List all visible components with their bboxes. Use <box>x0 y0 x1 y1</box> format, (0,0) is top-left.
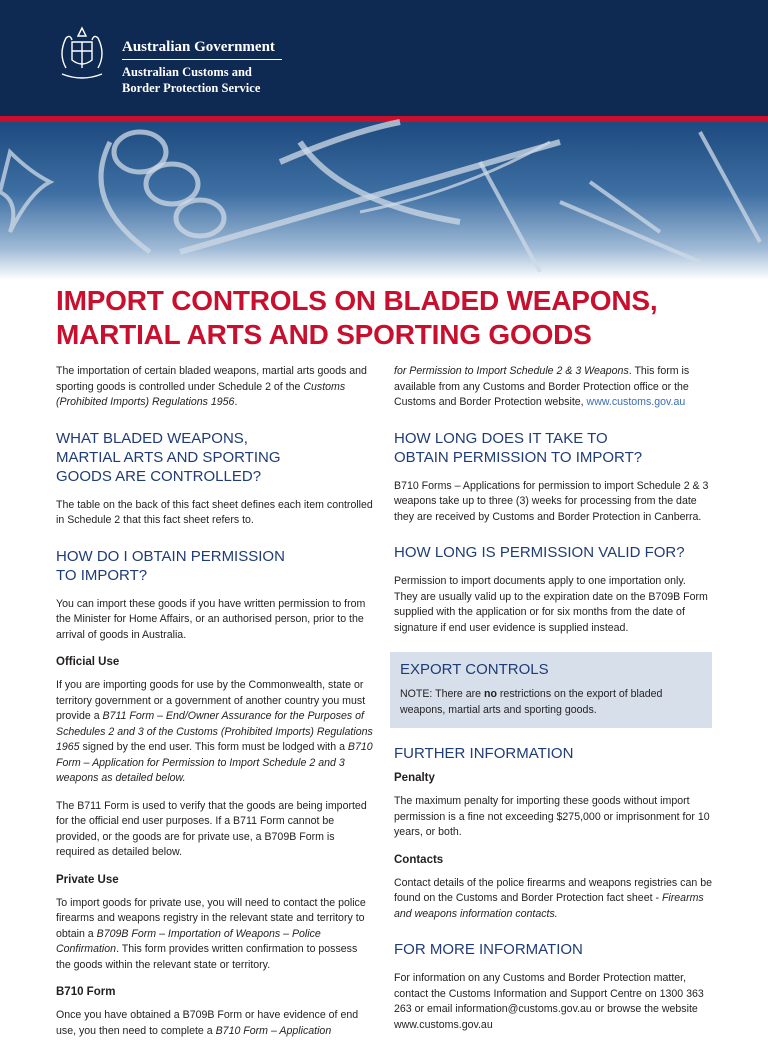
b710-form-title-cont: for Permission to Import Schedule 2 & 3 Weapons <box>394 365 629 377</box>
contacts-fact-sheet-name: Firearms and weapons information contacts. <box>394 892 704 920</box>
intro-paragraph <box>56 364 374 411</box>
heading-how-long: HOW LONG DOES IT TAKE TO OBTAIN PERMISSION TO IMPORT? <box>394 429 643 466</box>
department-name-line1: Australian Customs and <box>122 65 252 79</box>
government-title: Australian Government <box>122 39 275 55</box>
contacts-text-a: Contact details of the police firearms and weapons registries can be found on the Customs and Border Protection fact sheet - <box>394 876 712 904</box>
heading-export-controls: EXPORT CONTROLS <box>400 661 549 678</box>
b710-form-name-continued: B710 Form – Application <box>215 1024 332 1037</box>
left-column <box>56 364 374 1051</box>
title-line-2: MARTIAL ARTS AND SPORTING GOODS <box>56 319 592 350</box>
heading-official-use: Official Use <box>56 656 120 668</box>
penalty-body: The maximum penalty for importing these goods without import permission is a fine not exceeding $275,000 or imprisonment for 10 years, or both. <box>394 795 710 838</box>
what-controlled-body: The table on the back of this fact sheet defines each item controlled in Schedule 2 that this fact sheet refers to. <box>56 498 373 526</box>
heading-b710-form: B710 Form <box>56 986 116 998</box>
intro-end: . <box>234 396 238 408</box>
more-info-body: For information on any Customs and Border Protection matter, contact the Customs Information and Support Centre on 1300 363 263 or email information@customs.gov.au or browse the website www.customs.gov.au <box>394 972 704 1031</box>
official-text-c: signed by the end user. This form must be lodged with a <box>79 741 348 753</box>
heading-what-controlled: WHAT BLADED WEAPONS, MARTIAL ARTS AND SPORTING GOODS ARE CONTROLLED? <box>56 429 281 485</box>
heading-private-use: Private Use <box>56 873 119 886</box>
regulation-name: Customs (Prohibited Imports) Regulations 1956 <box>56 380 346 408</box>
heading-valid-for: HOW LONG IS PERMISSION VALID FOR? <box>394 544 685 561</box>
private-text-c: . This form provides written confirmation to possess the goods within the relevant state or territory. <box>56 943 358 971</box>
b711-form-name: B711 Form – End/Owner Assurance for the Purposes of Schedules 2 and 3 of the Customs (Prohibited Imports) Regulations 1965 <box>56 710 373 753</box>
right-column <box>394 364 712 1045</box>
b710-text-a: Once you have obtained a B709B Form or have evidence of end use, you then need to complete a <box>56 1009 359 1037</box>
government-branding <box>122 38 282 96</box>
private-use-body <box>56 896 374 974</box>
valid-for-body: Permission to import documents apply to one importation only. They are usually valid up to the expiration date on the B709B Form supplied with the application or for six months from the date of signature if end user evidence is supplied instead. <box>394 575 708 634</box>
department-name-line2: Border Protection Service <box>122 81 261 95</box>
how-long-body: B710 Forms – Applications for permission to import Schedule 2 & 3 weapons take up to three (3) weeks for processing from the date they are received by Customs and Border Protection in Canberra. <box>394 479 709 523</box>
branding-divider <box>122 59 282 60</box>
heading-penalty: Penalty <box>394 772 435 784</box>
heading-how-obtain: HOW DO I OBTAIN PERMISSION TO IMPORT? <box>56 547 285 584</box>
export-no-emphasis: no <box>484 688 497 700</box>
heading-more-info: FOR MORE INFORMATION <box>394 941 583 958</box>
b710-continued-body <box>394 364 712 411</box>
b709b-form-name: B709B Form – Importation of Weapons – Police Confirmation <box>56 927 321 955</box>
b710-cont-text: . This form is available from any Customs and Border Protection office or the Customs and Border Protection website, <box>394 365 690 408</box>
official-text-a: If you are importing goods for use by the Commonwealth, state or territory government or a government of another country you must provide a <box>56 679 366 722</box>
weapons-banner-image <box>0 122 768 280</box>
page-header <box>0 0 768 118</box>
intro-text: The importation of certain bladed weapons, martial arts goods and sporting goods is controlled under Schedule 2 of the <box>56 365 367 393</box>
private-text-a: To import goods for private use, you will need to contact the police firearms and weapons registry in the relevant state and territory to obtain a <box>56 896 366 940</box>
export-text-c: restrictions on the export of bladed weapons, martial arts and sporting goods. <box>400 688 663 716</box>
coat-of-arms-icon <box>52 24 112 82</box>
export-controls-body <box>400 687 702 718</box>
title-line-1: IMPORT CONTROLS ON BLADED WEAPONS, <box>56 285 658 316</box>
how-obtain-body: You can import these goods if you have written permission to from the Minister for Home Affairs, or an authorised person, prior to the arrival of goods in Australia. <box>56 597 366 641</box>
b711-body: The B711 Form is used to verify that the goods are being imported for the official end user purposes. If a B711 Form cannot be provided, or the goods are for private use, a B709B Form is required as detailed below. <box>56 799 367 858</box>
b710-body <box>56 1008 374 1039</box>
b710-form-name: B710 Form – Application for Permission to Import Schedule 2 and 3 weapons as detailed below. <box>56 741 373 784</box>
official-use-body <box>56 678 374 787</box>
heading-further-info: FURTHER INFORMATION <box>394 745 574 762</box>
contacts-body <box>394 876 712 923</box>
heading-contacts: Contacts <box>394 853 444 866</box>
export-controls-box <box>390 652 712 728</box>
page-title <box>56 284 736 352</box>
customs-website-link[interactable]: www.customs.gov.au <box>586 396 686 408</box>
export-text-a: NOTE: There are <box>400 688 484 700</box>
